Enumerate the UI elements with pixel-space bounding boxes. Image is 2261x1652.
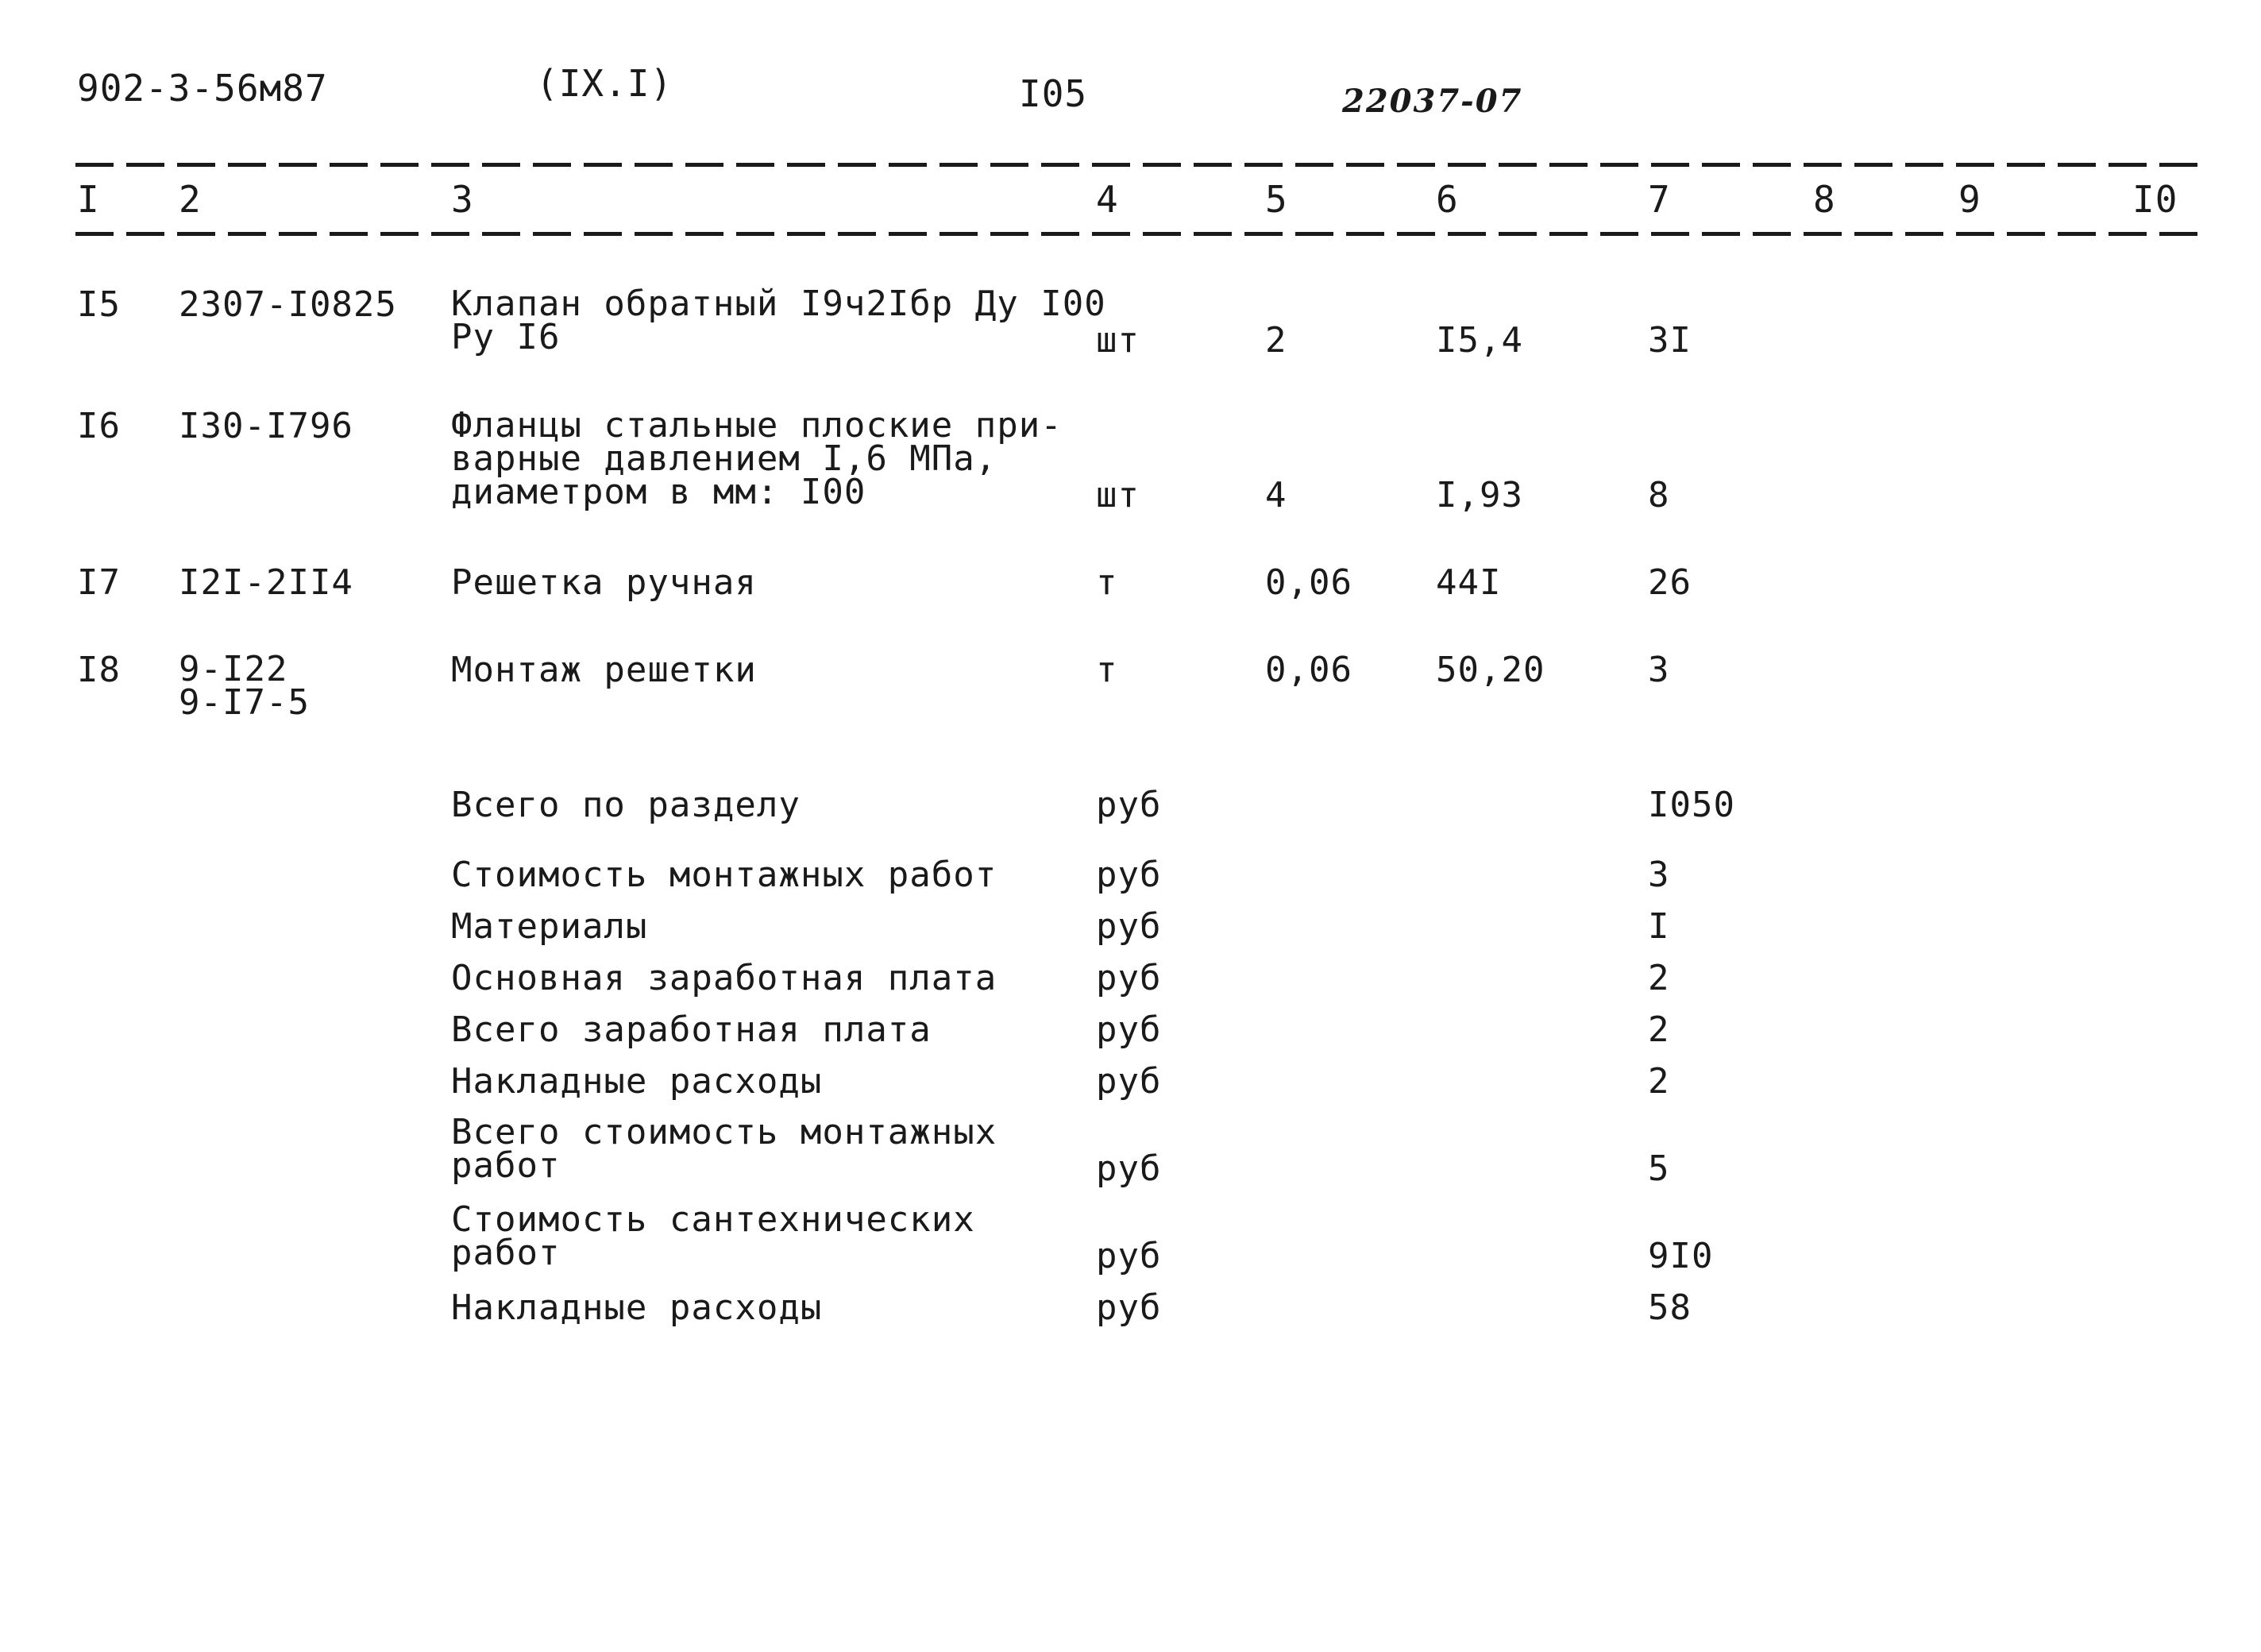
summary-unit: руб [1096,1287,1162,1328]
summary-unit: руб [1096,1236,1162,1276]
summary-unit: руб [1096,958,1162,998]
row-total: 3 [1648,650,1670,690]
row-code: 9-I22 9-I7-5 [179,649,310,723]
summary-label: Всего по разделу [451,785,801,825]
summary-unit: руб [1096,906,1162,947]
summary-unit: руб [1096,785,1162,825]
summary-value: 5 [1648,1148,1670,1189]
column-header: I [77,178,100,221]
row-price: I5,4 [1436,320,1523,361]
row-price: 44I [1436,562,1502,603]
header-top-rule [75,163,2204,167]
row-total: 3I [1648,320,1692,361]
row-price: I,93 [1436,475,1523,515]
document-code: 902-3-56м87 [77,67,328,110]
summary-label: Стоимость сантехнических работ [451,1199,975,1273]
summary-label: Всего заработная плата [451,1009,932,1050]
row-name: Клапан обратный I9ч2Iбр Ду I00 Ру I6 [451,284,1106,357]
column-header: 3 [451,178,474,221]
row-name: Монтаж решетки [451,650,757,690]
row-unit: шт [1096,475,1140,515]
summary-unit: руб [1096,855,1162,895]
row-quantity: 0,06 [1265,650,1352,690]
row-unit: шт [1096,320,1140,361]
summary-unit: руб [1096,1009,1162,1050]
summary-value: I [1648,906,1670,947]
summary-label: Накладные расходы [451,1061,823,1102]
summary-value: 2 [1648,1061,1670,1102]
summary-value: 3 [1648,855,1670,895]
page-number: I05 [1019,72,1088,115]
row-total: 8 [1648,475,1670,515]
sheet-code: 22037-07 [1342,83,1523,120]
column-header: 8 [1813,178,1836,221]
summary-value: 9I0 [1648,1236,1714,1276]
summary-value: 2 [1648,1009,1670,1050]
column-header: 4 [1096,178,1119,221]
column-header: 6 [1436,178,1459,221]
row-number: I6 [77,406,121,446]
row-quantity: 0,06 [1265,562,1352,603]
row-number: I7 [77,562,121,603]
summary-label: Материалы [451,906,648,947]
column-header: 9 [1958,178,1981,221]
row-unit: т [1096,562,1118,603]
column-header: I0 [2132,178,2178,221]
row-total: 26 [1648,562,1692,603]
column-header: 5 [1265,178,1288,221]
section-number: (IX.I) [536,62,673,105]
row-code: 2307-I0825 [179,284,397,325]
row-number: I5 [77,284,121,325]
summary-label: Основная заработная плата [451,958,997,998]
summary-value: 58 [1648,1287,1692,1328]
row-unit: т [1096,650,1118,690]
column-header: 7 [1648,178,1671,221]
column-header: 2 [179,178,202,221]
row-name: Фланцы стальные плоские при- варные давлением I,6 МПа, диаметром в мм: I00 [451,405,1063,512]
summary-label: Накладные расходы [451,1287,823,1328]
summary-unit: руб [1096,1148,1162,1189]
row-name: Решетка ручная [451,562,757,603]
row-number: I8 [77,650,121,690]
row-quantity: 2 [1265,320,1287,361]
summary-label: Стоимость монтажных работ [451,855,997,895]
row-quantity: 4 [1265,475,1287,515]
row-price: 50,20 [1436,650,1545,690]
summary-unit: руб [1096,1061,1162,1102]
summary-value: 2 [1648,958,1670,998]
row-code: I30-I796 [179,406,353,446]
row-code: I2I-2II4 [179,562,353,603]
summary-label: Всего стоимость монтажных работ [451,1112,997,1186]
summary-value: I050 [1648,785,1735,825]
header-bottom-rule [75,232,2204,236]
